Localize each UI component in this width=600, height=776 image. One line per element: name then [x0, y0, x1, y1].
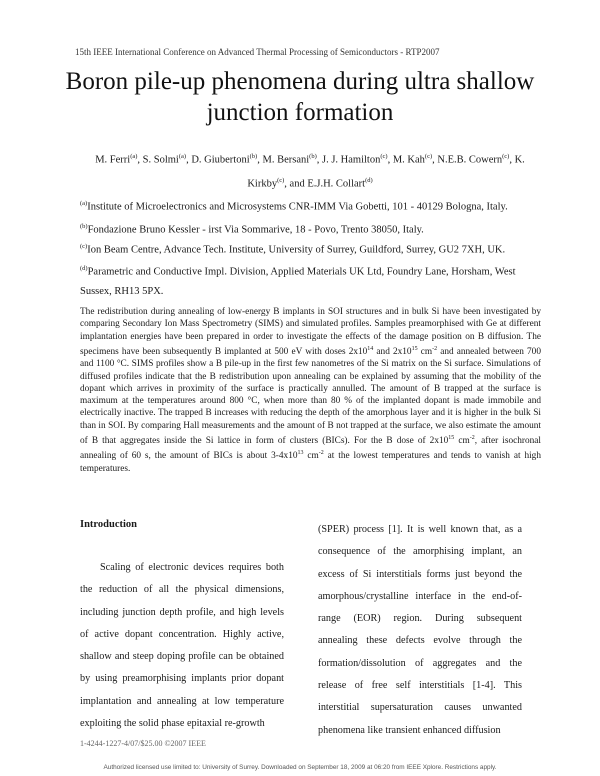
- license-notice: Authorized licensed use limited to: University of Surrey. Downloaded on September 18, 2009 at 06:20 from IEEE Xplore. Restrictions apply.: [103, 764, 497, 771]
- section-heading-introduction: Introduction: [80, 519, 137, 530]
- author-list: [80, 147, 540, 194]
- affiliation-c: $^{(c)}$Ion Beam Centre, Advance Tech. Institute, University of Surrey, Guildford, Surrey, GU2 7XH, UK.: [80, 243, 506, 256]
- author-line-2: Kirkby$^{(c)}$, and E.J.H. Collart$^{(d)}$: [247, 176, 373, 189]
- intro-left-column: [80, 557, 284, 735]
- intro-right-column: [318, 519, 522, 742]
- author-line-1: M. Ferri$^{(a)}$, S. Solmi$^{(a)}$, D. Giubertoni$^{(b)}$, M. Bersani$^{(b)}$, J. J. Hamilton$^{(c)}$, M. Kah$^{(c)}$, N.E.B. Cowern$^{(c)}$, K.: [95, 153, 525, 166]
- intro-paragraph-left: Scaling of electronic devices requires both the reduction of all the physical dimensions, including junction depth profile, and high levels of active dopant concentration. Highly active, shallow and steep doping profile can be obtained by using preamorphising implants prior dopant implantation and annealing at low temperature exploiting the solid phase epitaxial re-growth: [80, 562, 284, 730]
- paper-title: Boron pile-up phenomena during ultra shallow junction formation: [65, 68, 535, 126]
- isbn-code: 1-4244-1227-4/07/$25.00 ©2007 IEEE: [80, 739, 206, 748]
- intro-paragraph-right: (SPER) process [1]. It is well known that, as a consequence of the amorphising implant, an excess of Si interstitials forms just beyond the amorphous/crystalline interface in the end-of-range (EOR) region. During subsequent annealing these defects evolve through the formation/dissolution of aggregates and the release of free self interstitials [1-4]. This interstitial supersaturation causes unwanted phenomena like transient enhanced diffusion: [318, 524, 522, 736]
- abstract: The redistribution during annealing of low-energy B implants in SOI structures and in bulk Si have been investigated by comparing Secondary Ion Mass Spectrometry (SIMS) and simulated profiles. Samples preamorphised with Ge at different implantation energies have been prepared in order to investigate the effects of the damage position on B diffusion. The specimens have been subsequently B implanted at 500 eV with doses $2x10^{14}$ and $2x10^{15}$ $cm^{-2}$ and annealed between 700 and 1100 °C. SIMS profiles show a B pile-up in the first few nanometres of the Si matrix on the Si surface. Simulations of diffused profiles indicate that the B redistribution upon annealing can be explained by assuming that the mobility of the dopant which arrives in proximity of the surface is practically annulled. The amount of B trapped at the surface is maximum at the temperatures around 800 °C, when more than 80 % of the implanted dopant is made immobile and electrically inactive. The trapped B increases with reducing the depth of the amorphous layer and it is higher in the bulk Si than in SOI. By comparing Hall measurements and the amount of B not trapped at the surface, we also estimate the amount of B that aggregates inside the Si lattice in form of clusters (BICs). For the B dose of $2x10^{15}$ $cm^{-2}$, after isochronal annealing of 60 s, the amount of BICs is about $3-4x10^{13}$ $cm^{-2}$ at the lowest temperatures and tends to vanish at high temperatures.: [80, 307, 541, 474]
- conference-header: 15th IEEE International Conference on Advanced Thermal Processing of Semiconductors - RTP2007: [75, 47, 440, 57]
- affiliation-d: $^{(d)}$Parametric and Conductive Impl. Division, Applied Materials UK Ltd, Foundry Lane, Horsham, West Sussex, RH13 5PX.: [80, 265, 516, 297]
- affiliation-a: $^{(a)}$Institute of Microelectronics and Microsystems CNR-IMM Via Gobetti, 101 - 40129 Bologna, Italy.: [80, 200, 508, 213]
- affiliation-b: $^{(b)}$Fondazione Bruno Kessler - irst Via Sommarive, 18 - Povo, Trento 38050, Italy.: [80, 223, 424, 236]
